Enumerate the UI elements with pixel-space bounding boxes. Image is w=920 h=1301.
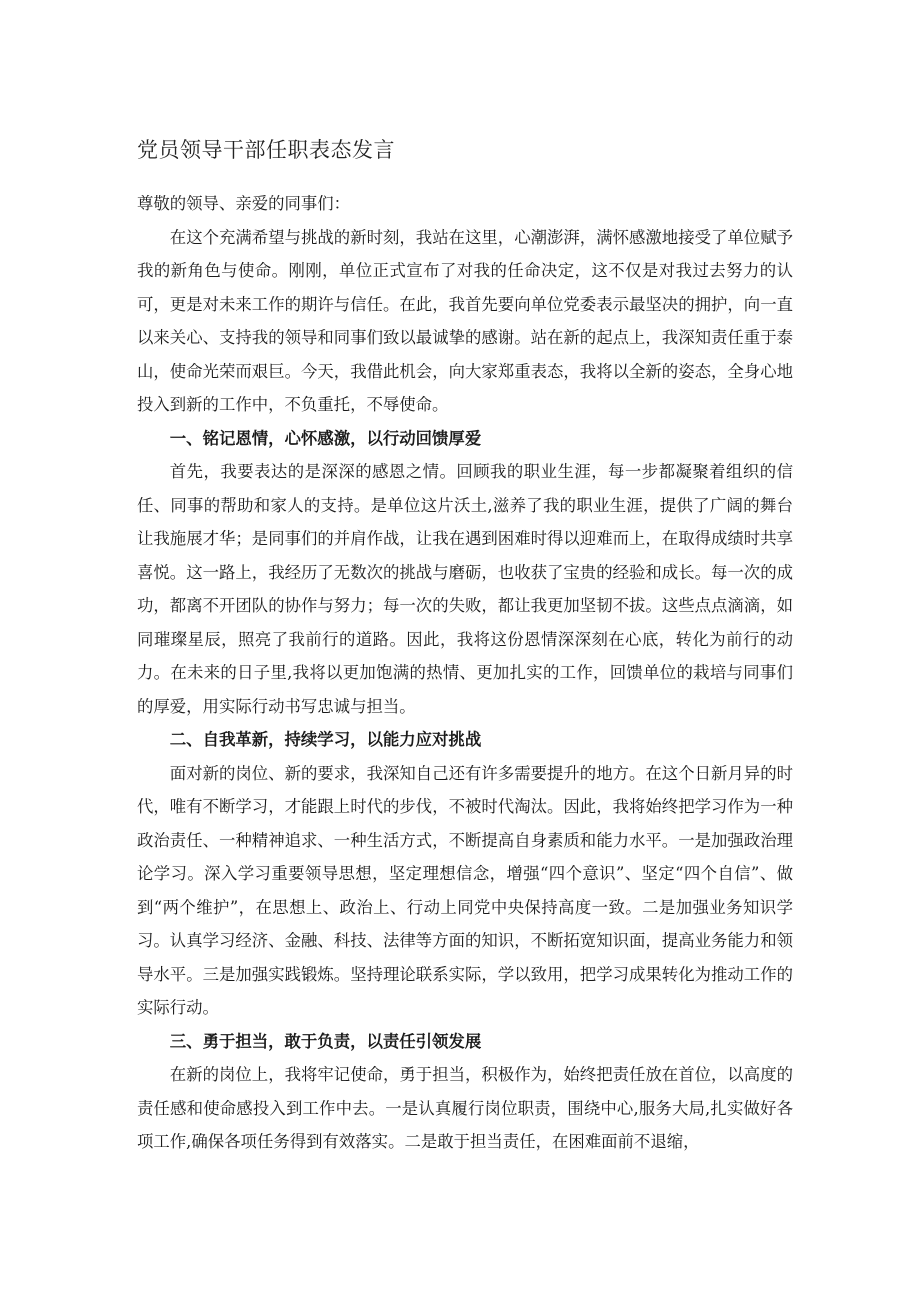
document-body: [137, 187, 793, 1159]
salutation: 尊敬的领导、亲爱的同事们：: [137, 194, 351, 213]
paragraph-section-1: 首先，我要表达的是深深的感恩之情。回顾我的职业生涯，每一步都凝聚着组织的信任、同事的帮助和家人的支持。是单位这片沃土,滋养了我的职业生涯，提供了广阔的舞台让我施展才华；是同事们的并肩作战，让我在遇到困难时得以迎难而上，在取得成绩时共享喜悦。这一路上，我经历了无数次的挑战与磨砺，也收获了宝贵的经验和成长。每一次的成功，都离不开团队的协作与努力；每一次的失败，都让我更加坚韧不拔。这些点点滴滴，如同璀璨星辰，照亮了我前行的道路。因此，我将这份恩情深深刻在心底，转化为前行的动力。在未来的日子里,我将以更加饱满的热情、更加扎实的工作，回馈单位的栽培与同事们的厚爱，用实际行动书写忠诚与担当。: [137, 462, 793, 716]
paragraph-intro: 在这个充满希望与挑战的新时刻，我站在这里，心潮澎湃，满怀感激地接受了单位赋予我的新角色与使命。刚刚，单位正式宣布了对我的任命决定，这不仅是对我过去努力的认可，更是对未来工作的期许与信任。在此，我首先要向单位党委表示最坚决的拥护，向一直以来关心、支持我的领导和同事们致以最诚挚的感谢。站在新的起点上，我深知责任重于泰山，使命光荣而艰巨。今天，我借此机会，向大家郑重表态，我将以全新的姿态，全身心地投入到新的工作中，不负重托，不辱使命。: [137, 227, 793, 414]
section-heading-2: 二、自我革新，持续学习，以能力应对挑战: [169, 730, 482, 749]
paragraph-section-2: 面对新的岗位、新的要求，我深知自己还有许多需要提升的地方。在这个日新月异的时代，唯有不断学习，才能跟上时代的步伐，不被时代淘汰。因此，我将始终把学习作为一种政治责任、一种精神追求、一种生活方式，不断提高自身素质和能力水平。一是加强政治理论学习。深入学习重要领导思想，坚定理想信念，增强“四个意识”、坚定“四个自信”、做到“两个维护”，在思想上、政治上、行动上同党中央保持高度一致。二是加强业务知识学习。认真学习经济、金融、科技、法律等方面的知识，不断拓宽知识面，提高业务能力和领导水平。三是加强实践锻炼。坚持理论联系实际，学以致用，把学习成果转化为推动工作的实际行动。: [137, 763, 793, 1017]
section-heading-3: 三、勇于担当，敢于负责，以责任引领发展: [169, 1031, 482, 1051]
document-title: 党员领导干部任职表态发言: [137, 138, 395, 162]
paragraph-section-3: 在新的岗位上，我将牢记使命，勇于担当，积极作为，始终把责任放在首位，以高度的责任感和使命感投入到工作中去。一是认真履行岗位职责，围绕中心,服务大局,扎实做好各项工作,确保各项任务得到有效落实。二是敢于担当责任，在困难面前不退缩，: [137, 1065, 793, 1151]
section-heading-1: 一、铭记恩情，心怀感激，以行动回馈厚爱: [169, 428, 482, 448]
